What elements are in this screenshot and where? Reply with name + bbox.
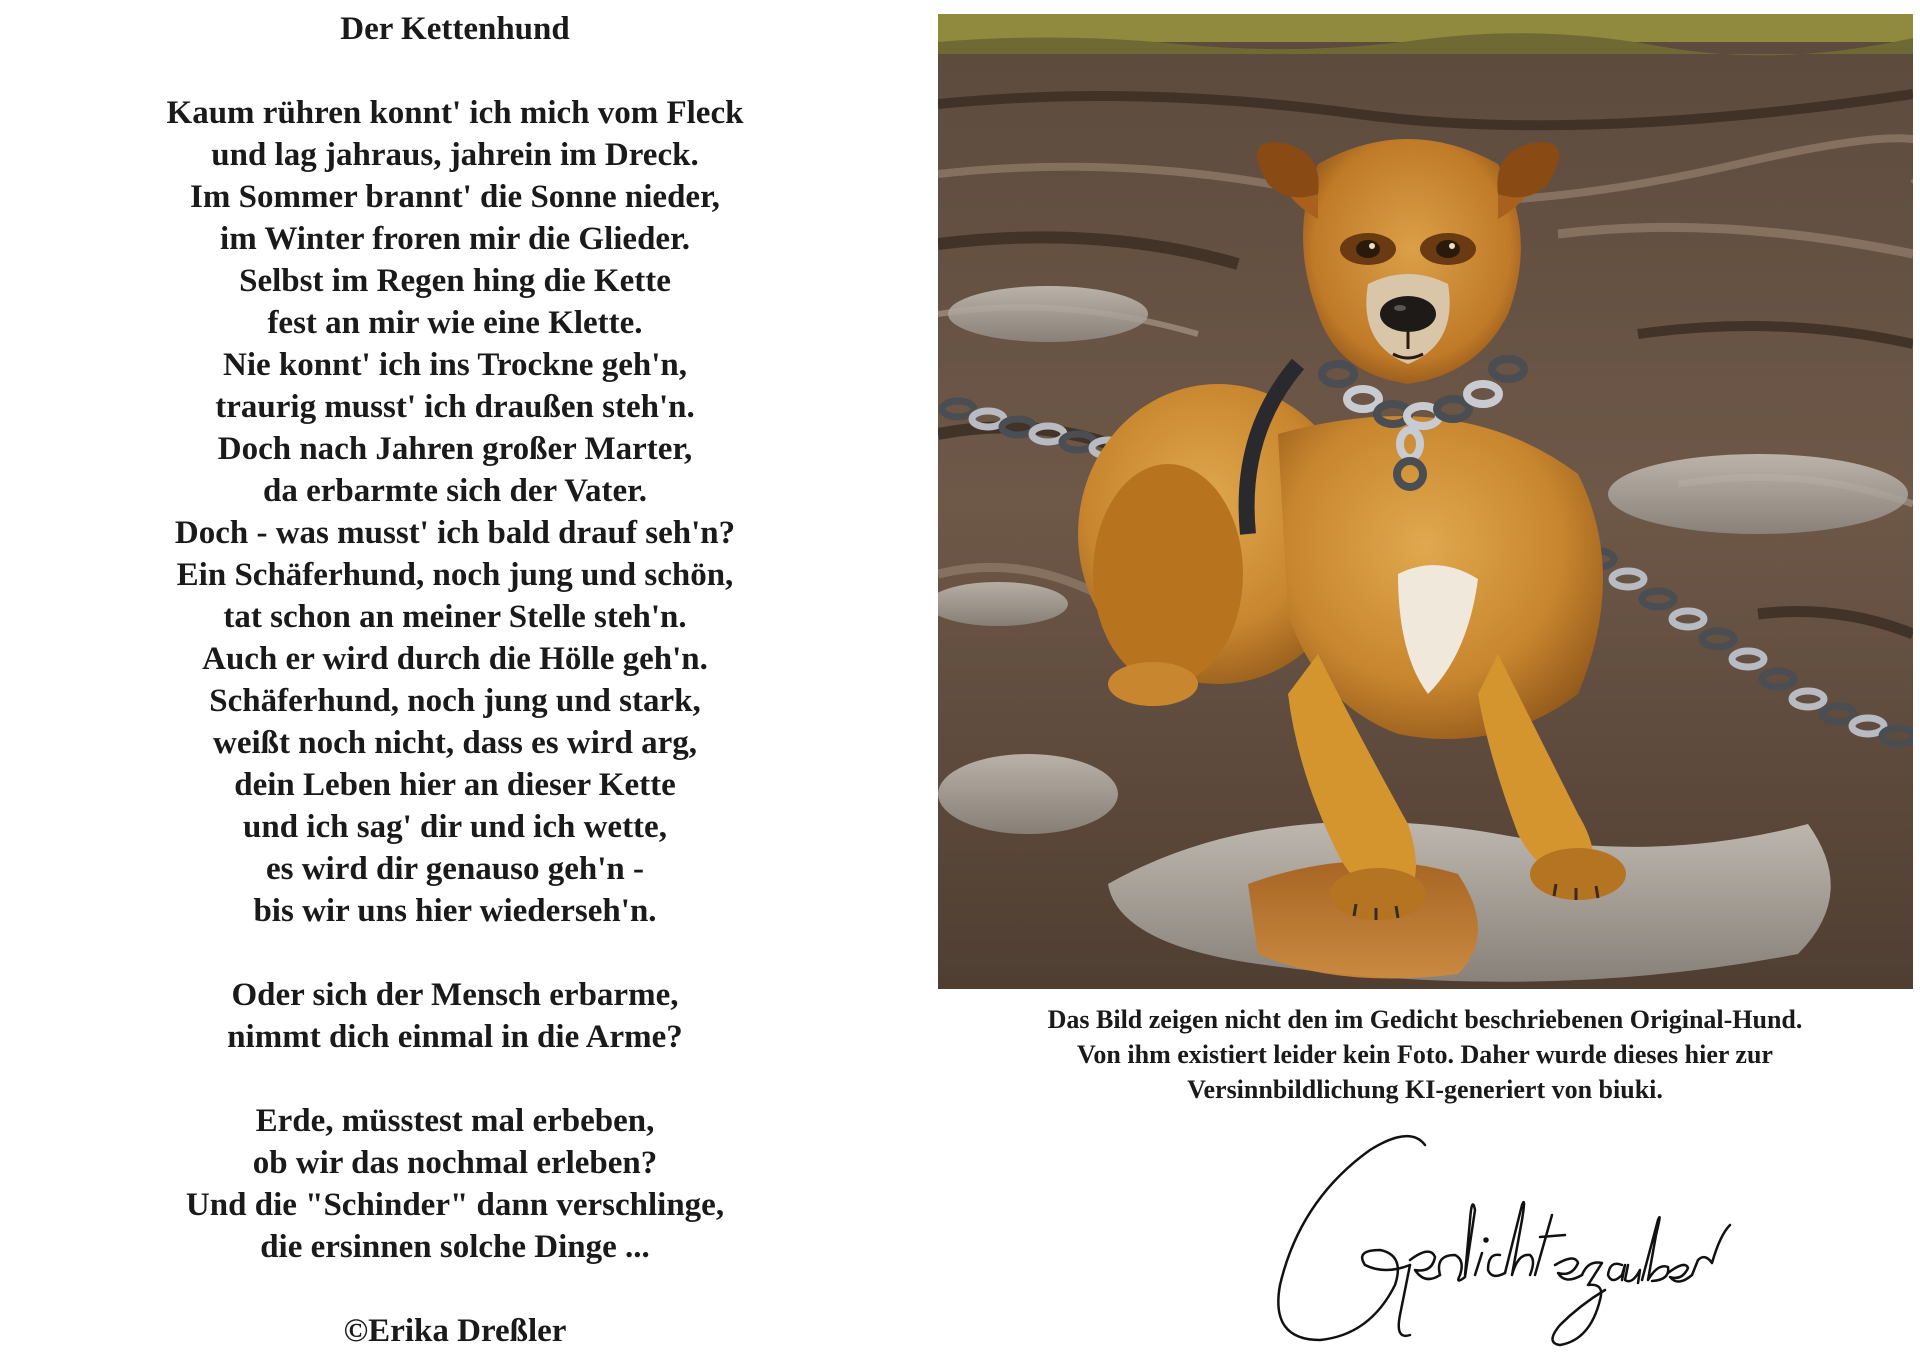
image-caption bbox=[940, 1002, 1910, 1107]
poem-line: tat schon an meiner Stelle steh'n. bbox=[223, 599, 687, 635]
poem-stanzas bbox=[110, 92, 800, 1268]
poem-author: ©Erika Dreßler bbox=[343, 1313, 567, 1349]
poem-line: Im Sommer brannt' die Sonne nieder, bbox=[190, 179, 720, 215]
poem-line: Doch - was musst' ich bald drauf seh'n? bbox=[174, 515, 736, 551]
poem-line: Schäferhund, noch jung und stark, bbox=[209, 683, 701, 719]
poem-line: es wird dir genauso geh'n - bbox=[265, 851, 645, 887]
poem-line: und ich sag' dir und ich wette, bbox=[243, 809, 667, 845]
poem-line: ob wir das nochmal erleben? bbox=[252, 1145, 658, 1181]
poem-line: Und die "Schinder" dann verschlinge, bbox=[185, 1187, 725, 1223]
poem-line: Oder sich der Mensch erbarme, bbox=[231, 977, 679, 1013]
poem-line: bis wir uns hier wiederseh'n. bbox=[253, 893, 657, 929]
poem-line: dein Leben hier an dieser Kette bbox=[234, 767, 676, 803]
puddle bbox=[948, 286, 1148, 342]
poem-line: Nie konnt' ich ins Trockne geh'n, bbox=[223, 347, 687, 383]
poem-line: Kaum rühren konnt' ich mich vom Fleck bbox=[166, 95, 744, 131]
poem-stanza bbox=[110, 974, 800, 1058]
poem-line: traurig musst' ich draußen steh'n. bbox=[215, 389, 695, 425]
grass-strip bbox=[938, 14, 1913, 42]
poem-stanza bbox=[110, 92, 800, 932]
poem-line: fest an mir wie eine Klette. bbox=[267, 305, 643, 341]
poem-line: da erbarmte sich der Vater. bbox=[262, 473, 648, 509]
poem-line: weißt noch nicht, dass es wird arg, bbox=[212, 725, 698, 761]
poem-line: Ein Schäferhund, noch jung und schön, bbox=[176, 557, 734, 593]
poem-line: Auch er wird durch die Hölle geh'n. bbox=[202, 641, 708, 677]
dog-illustration bbox=[938, 14, 1913, 989]
poem-line: und lag jahraus, jahrein im Dreck. bbox=[211, 137, 699, 173]
poem-line: die ersinnen solche Dinge ... bbox=[260, 1229, 650, 1265]
poem-line: nimmt dich einmal in die Arme? bbox=[227, 1019, 683, 1055]
poem-stanza bbox=[110, 1100, 800, 1268]
poem-line: Erde, müsstest mal erbeben, bbox=[255, 1103, 655, 1139]
puddle bbox=[1608, 454, 1908, 534]
caption-line: Das Bild zeigen nicht den im Gedicht beschriebenen Original-Hund. bbox=[1047, 1005, 1803, 1034]
poem-line: Selbst im Regen hing die Kette bbox=[239, 263, 671, 299]
caption-line: Von ihm existiert leider kein Foto. Daher wurde dieses hier zur bbox=[1077, 1040, 1773, 1069]
puddle bbox=[938, 754, 1118, 834]
poem-line: im Winter froren mir die Glieder. bbox=[220, 221, 690, 257]
poem-line: Doch nach Jahren großer Marter, bbox=[217, 431, 693, 467]
signature-logo bbox=[1260, 1125, 1740, 1350]
caption-line: Versinnbildlichung KI-generiert von biuki. bbox=[1187, 1075, 1663, 1104]
poem bbox=[110, 8, 800, 1352]
poem-title: Der Kettenhund bbox=[340, 11, 570, 47]
